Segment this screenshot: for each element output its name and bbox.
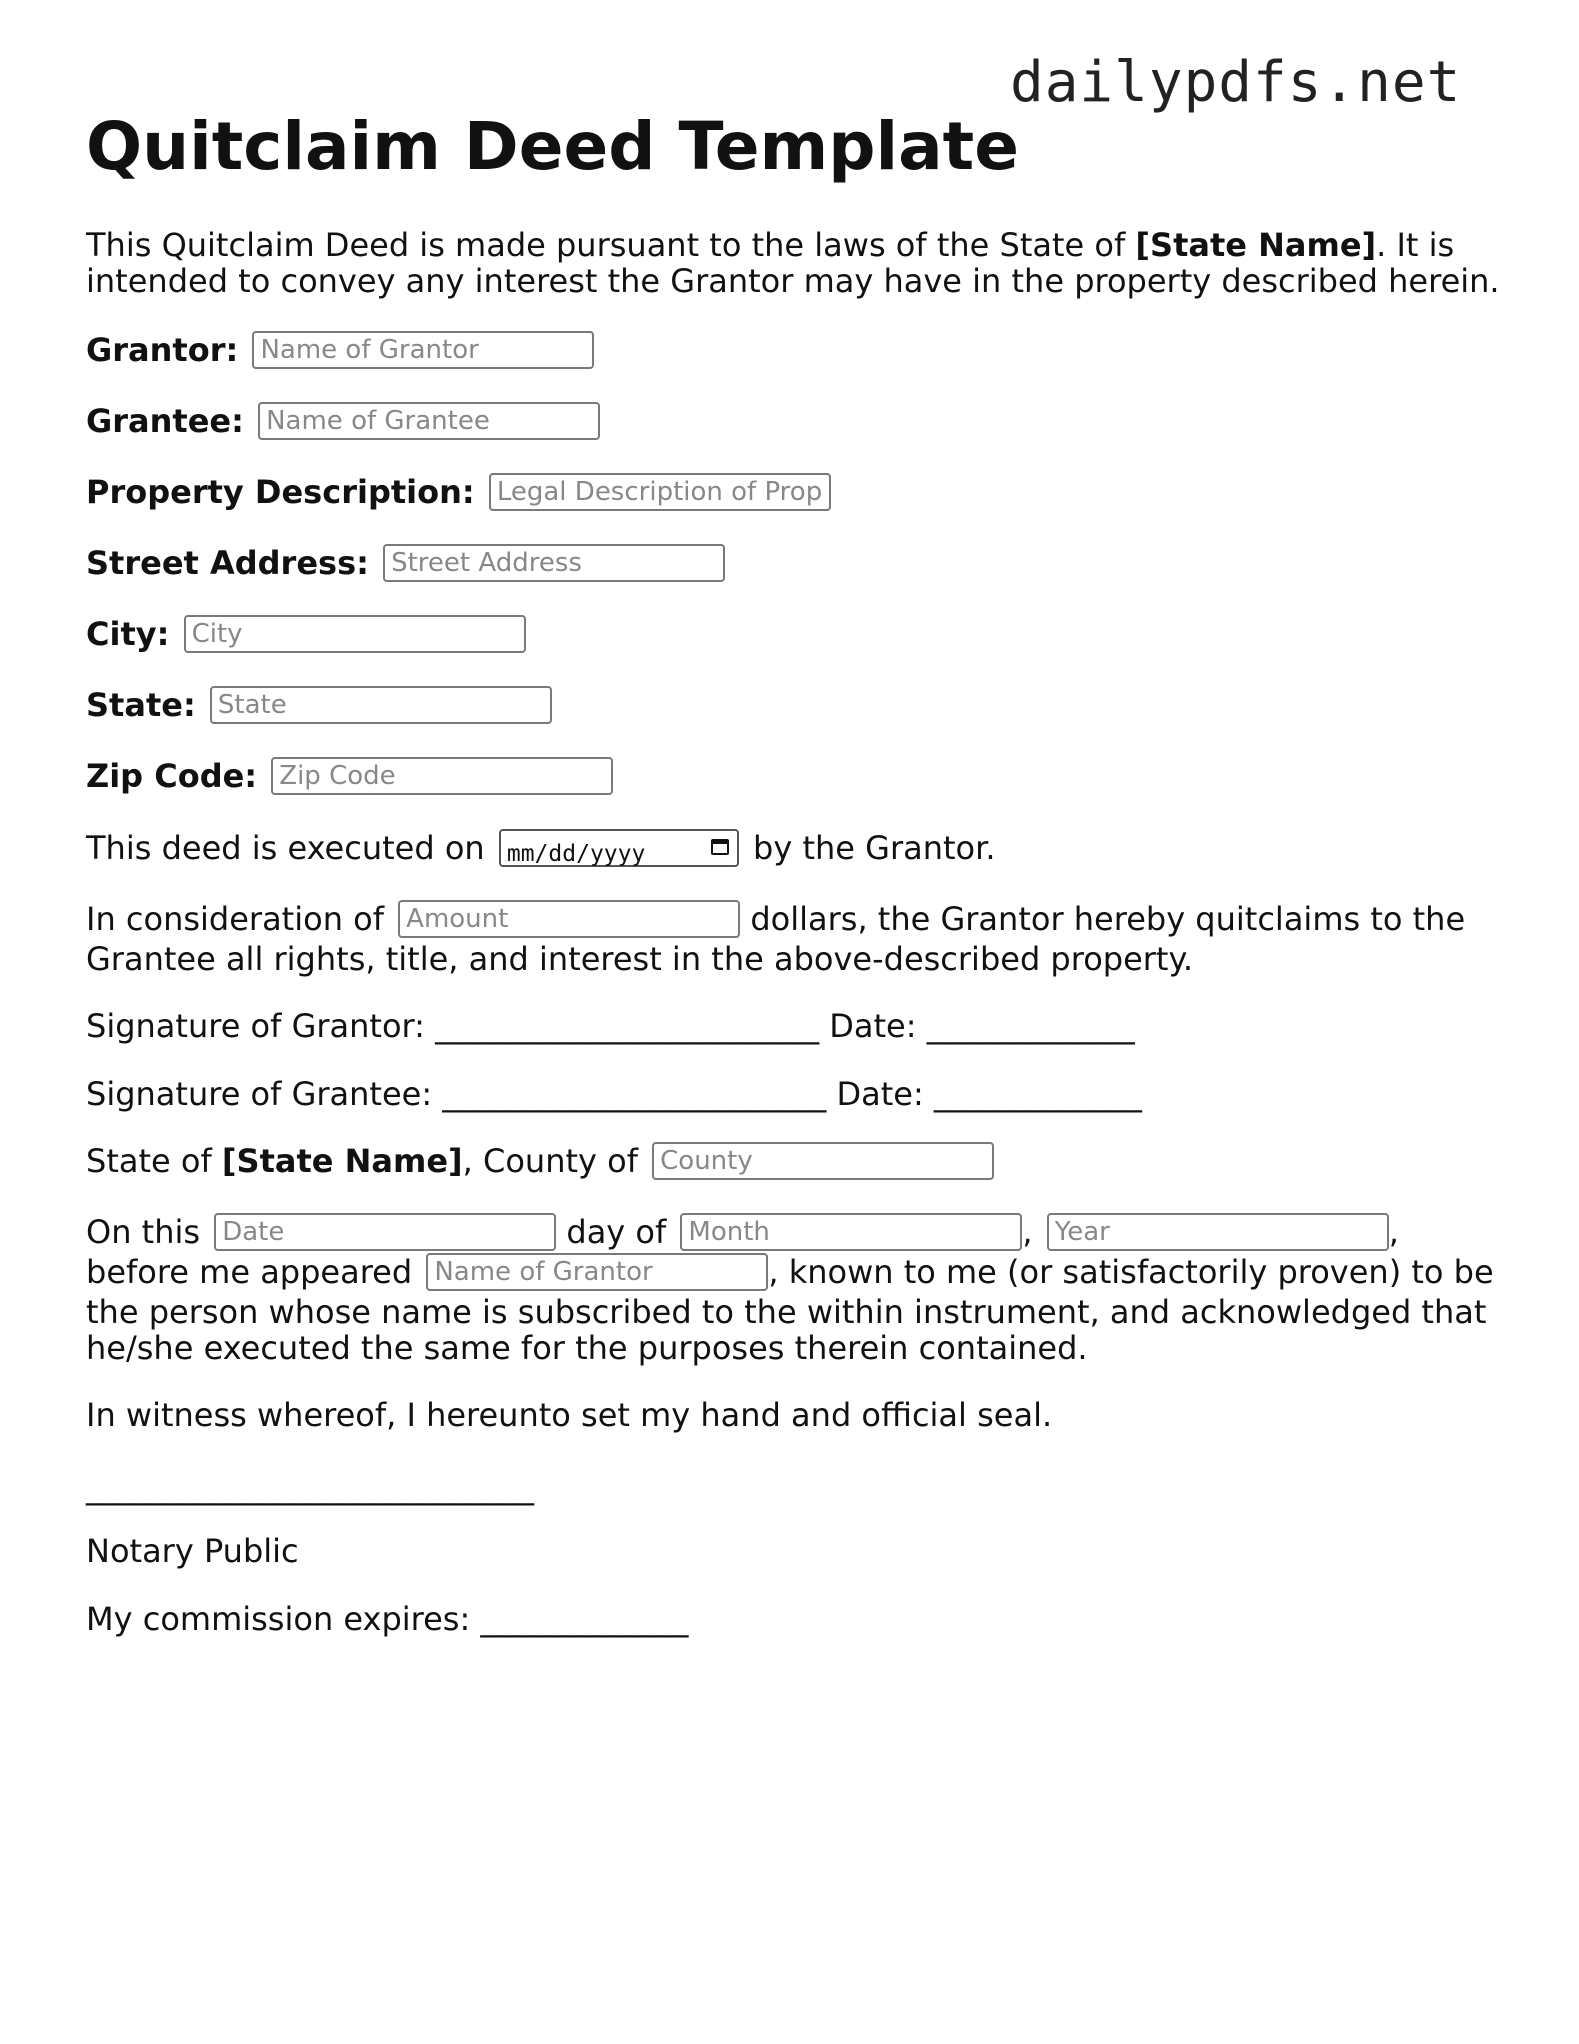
intro-line-2: intended to convey any interest the Grantor may have in the property described herein. xyxy=(86,262,1500,300)
acknowledgment-line-4: he/she executed the same for the purposes therein contained. xyxy=(86,1329,1088,1367)
property-label: Property Description: xyxy=(86,473,475,511)
watermark: dailypdfs.net xyxy=(1010,50,1462,115)
executed-text: This deed is executed on xyxy=(86,829,485,867)
grantee-signature-line: Signature of Grantee: ________________________ Date: _____________ xyxy=(86,1075,1142,1113)
commission-line: My commission expires: _____________ xyxy=(86,1600,689,1638)
grantee-row xyxy=(86,402,600,440)
county-state-name: [State Name] xyxy=(221,1142,463,1180)
grantee-input[interactable] xyxy=(258,402,600,440)
witness-text: In witness whereof, I hereunto set my hand and official seal. xyxy=(86,1396,1053,1434)
state-input[interactable] xyxy=(210,686,552,724)
executed-row xyxy=(86,829,996,867)
city-row xyxy=(86,615,526,653)
grantor-label: Grantor: xyxy=(86,331,239,369)
day-of-text: day of xyxy=(566,1213,667,1251)
property-row xyxy=(86,473,831,511)
county-of-text: , County of xyxy=(462,1142,638,1180)
acknowledgment-line-2 xyxy=(86,1253,1494,1291)
comma: , xyxy=(1022,1213,1033,1251)
acknowledgment-line-3: the person whose name is subscribed to the within instrument, and acknowledged that xyxy=(86,1293,1487,1331)
execution-date-input[interactable] xyxy=(499,829,739,867)
city-label: City: xyxy=(86,615,170,653)
state-label: State: xyxy=(86,686,196,724)
date-placeholder: mm/dd/yyyy xyxy=(506,841,646,867)
street-address-input[interactable] xyxy=(383,544,725,582)
intro-state-name: [State Name] xyxy=(1135,226,1377,264)
ack-month-input[interactable] xyxy=(680,1213,1022,1251)
state-row xyxy=(86,686,552,724)
zip-code-input[interactable] xyxy=(271,757,613,795)
grantor-input[interactable] xyxy=(252,331,594,369)
ack-year-input[interactable] xyxy=(1047,1213,1389,1251)
amount-input[interactable] xyxy=(398,900,740,938)
before-me-text: before me appeared xyxy=(86,1253,413,1291)
county-text: State of xyxy=(86,1142,222,1180)
street-label: Street Address: xyxy=(86,544,369,582)
county-row xyxy=(86,1142,994,1180)
consideration-text: In consideration of xyxy=(86,900,384,938)
county-input[interactable] xyxy=(652,1142,994,1180)
ack-name-input[interactable] xyxy=(426,1253,768,1291)
comma: , xyxy=(1388,1213,1399,1251)
zip-row xyxy=(86,757,613,795)
zip-label: Zip Code: xyxy=(86,757,258,795)
grantor-row xyxy=(86,331,594,369)
consideration-text-end: dollars, the Grantor hereby quitclaims to the xyxy=(750,900,1466,938)
on-this-text: On this xyxy=(86,1213,201,1251)
intro-line-1 xyxy=(86,226,1454,264)
consideration-line-2: Grantee all rights, title, and interest in the above-described property. xyxy=(86,940,1194,978)
street-row xyxy=(86,544,725,582)
grantee-label: Grantee: xyxy=(86,402,244,440)
page-title: Quitclaim Deed Template xyxy=(86,108,1019,185)
notary-label: Notary Public xyxy=(86,1532,299,1570)
calendar-icon[interactable] xyxy=(711,839,729,855)
notary-signature-line: ____________________________ xyxy=(86,1468,534,1506)
executed-text-end: by the Grantor. xyxy=(753,829,996,867)
intro-text: This Quitclaim Deed is made pursuant to the laws of the State of xyxy=(86,226,1136,264)
known-text: , known to me (or satisfactorily proven) to be xyxy=(768,1253,1494,1291)
ack-date-input[interactable] xyxy=(214,1213,556,1251)
city-input[interactable] xyxy=(184,615,526,653)
acknowledgment-line-1 xyxy=(86,1213,1399,1251)
consideration-row xyxy=(86,900,1465,938)
grantor-signature-line: Signature of Grantor: ________________________ Date: _____________ xyxy=(86,1007,1135,1045)
property-description-input[interactable] xyxy=(489,473,831,511)
intro-text-end: . It is xyxy=(1376,226,1455,264)
